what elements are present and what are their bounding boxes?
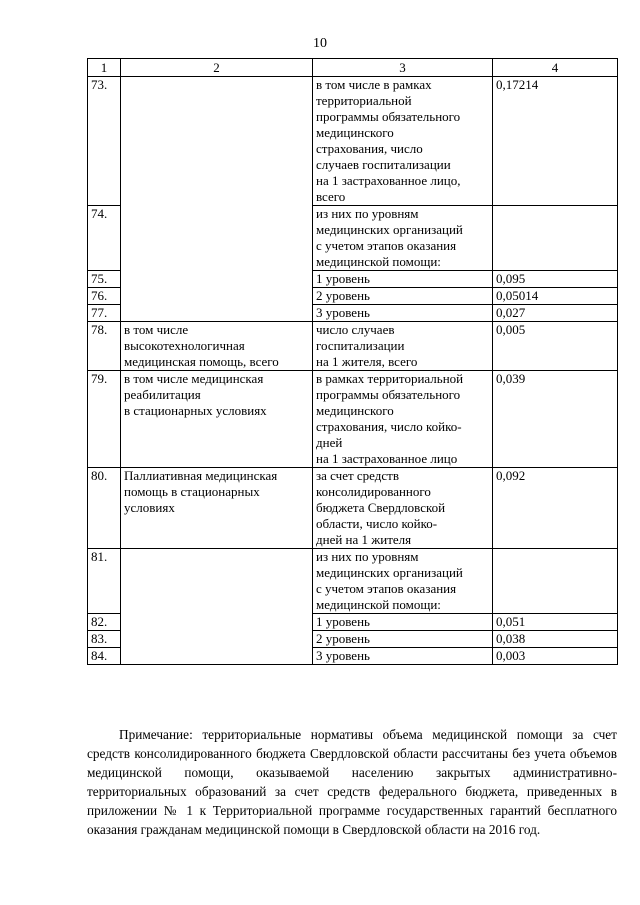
- row-indicator: 1 уровень: [313, 271, 493, 288]
- row-number: 77.: [88, 305, 121, 322]
- footnote-text: Примечание: территориальные нормативы объема медицинской помощи за счет средств консолидированного бюджета Свердловской области рассчитаны без учета объемов медицинской помощи, оказываемой населению закрытых административно-территориальных образований за счет средств федерального бюджета, приведенных в приложении № 1 к Территориальной программе государственных гарантий бесплатного оказания гражданам медицинской помощи в Свердловской области на 2016 год.: [87, 727, 617, 838]
- row-value: 0,051: [493, 614, 618, 631]
- row-indicator: 3 уровень: [313, 648, 493, 665]
- norms-table: [87, 58, 618, 665]
- table-row: [88, 468, 618, 549]
- row-value: 0,092: [493, 468, 618, 549]
- row-indicator: 3 уровень: [313, 305, 493, 322]
- row-number: 81.: [88, 549, 121, 614]
- row-description: [121, 77, 313, 322]
- table-row: [88, 371, 618, 468]
- row-indicator: из них по уровням медицинских организаций с учетом этапов оказания медицинской помощи:: [313, 549, 493, 614]
- table-header-row: [88, 59, 618, 77]
- row-value: [493, 549, 618, 614]
- row-number: 79.: [88, 371, 121, 468]
- row-number: 84.: [88, 648, 121, 665]
- page-number: 10: [313, 36, 327, 51]
- row-indicator: за счет средств консолидированного бюджета Свердловской области, число койко- дней на 1 жителя: [313, 468, 493, 549]
- row-description: в том числе медицинская реабилитация в стационарных условиях: [121, 371, 313, 468]
- row-number: 82.: [88, 614, 121, 631]
- row-value: [493, 206, 618, 271]
- row-indicator: 1 уровень: [313, 614, 493, 631]
- row-description: [121, 549, 313, 665]
- row-indicator: в том числе в рамках территориальной программы обязательного медицинского страхования, число случаев госпитализации на 1 застрахованное лицо, всего: [313, 77, 493, 206]
- row-indicator: число случаев госпитализации на 1 жителя, всего: [313, 322, 493, 371]
- table-row: [88, 322, 618, 371]
- row-number: 83.: [88, 631, 121, 648]
- row-number: 76.: [88, 288, 121, 305]
- row-number: 78.: [88, 322, 121, 371]
- row-value: 0,038: [493, 631, 618, 648]
- row-value: 0,095: [493, 271, 618, 288]
- row-number: 75.: [88, 271, 121, 288]
- row-value: 0,039: [493, 371, 618, 468]
- table-row: [88, 77, 618, 206]
- row-value: 0,17214: [493, 77, 618, 206]
- footnote-paragraph: [87, 725, 617, 839]
- row-number: 74.: [88, 206, 121, 271]
- row-number: 73.: [88, 77, 121, 206]
- column-header: 4: [493, 59, 618, 77]
- row-indicator: в рамках территориальной программы обязательного медицинского страхования, число койко- дней на 1 застрахованное лицо: [313, 371, 493, 468]
- row-value: 0,005: [493, 322, 618, 371]
- row-value: 0,05014: [493, 288, 618, 305]
- column-header: 1: [88, 59, 121, 77]
- row-indicator: из них по уровням медицинских организаций с учетом этапов оказания медицинской помощи:: [313, 206, 493, 271]
- column-header: 3: [313, 59, 493, 77]
- row-description: в том числе высокотехнологичная медицинская помощь, всего: [121, 322, 313, 371]
- row-number: 80.: [88, 468, 121, 549]
- row-indicator: 2 уровень: [313, 631, 493, 648]
- row-indicator: 2 уровень: [313, 288, 493, 305]
- row-description: Паллиативная медицинская помощь в стационарных условиях: [121, 468, 313, 549]
- table-row: [88, 549, 618, 614]
- column-header: 2: [121, 59, 313, 77]
- row-value: 0,027: [493, 305, 618, 322]
- row-value: 0,003: [493, 648, 618, 665]
